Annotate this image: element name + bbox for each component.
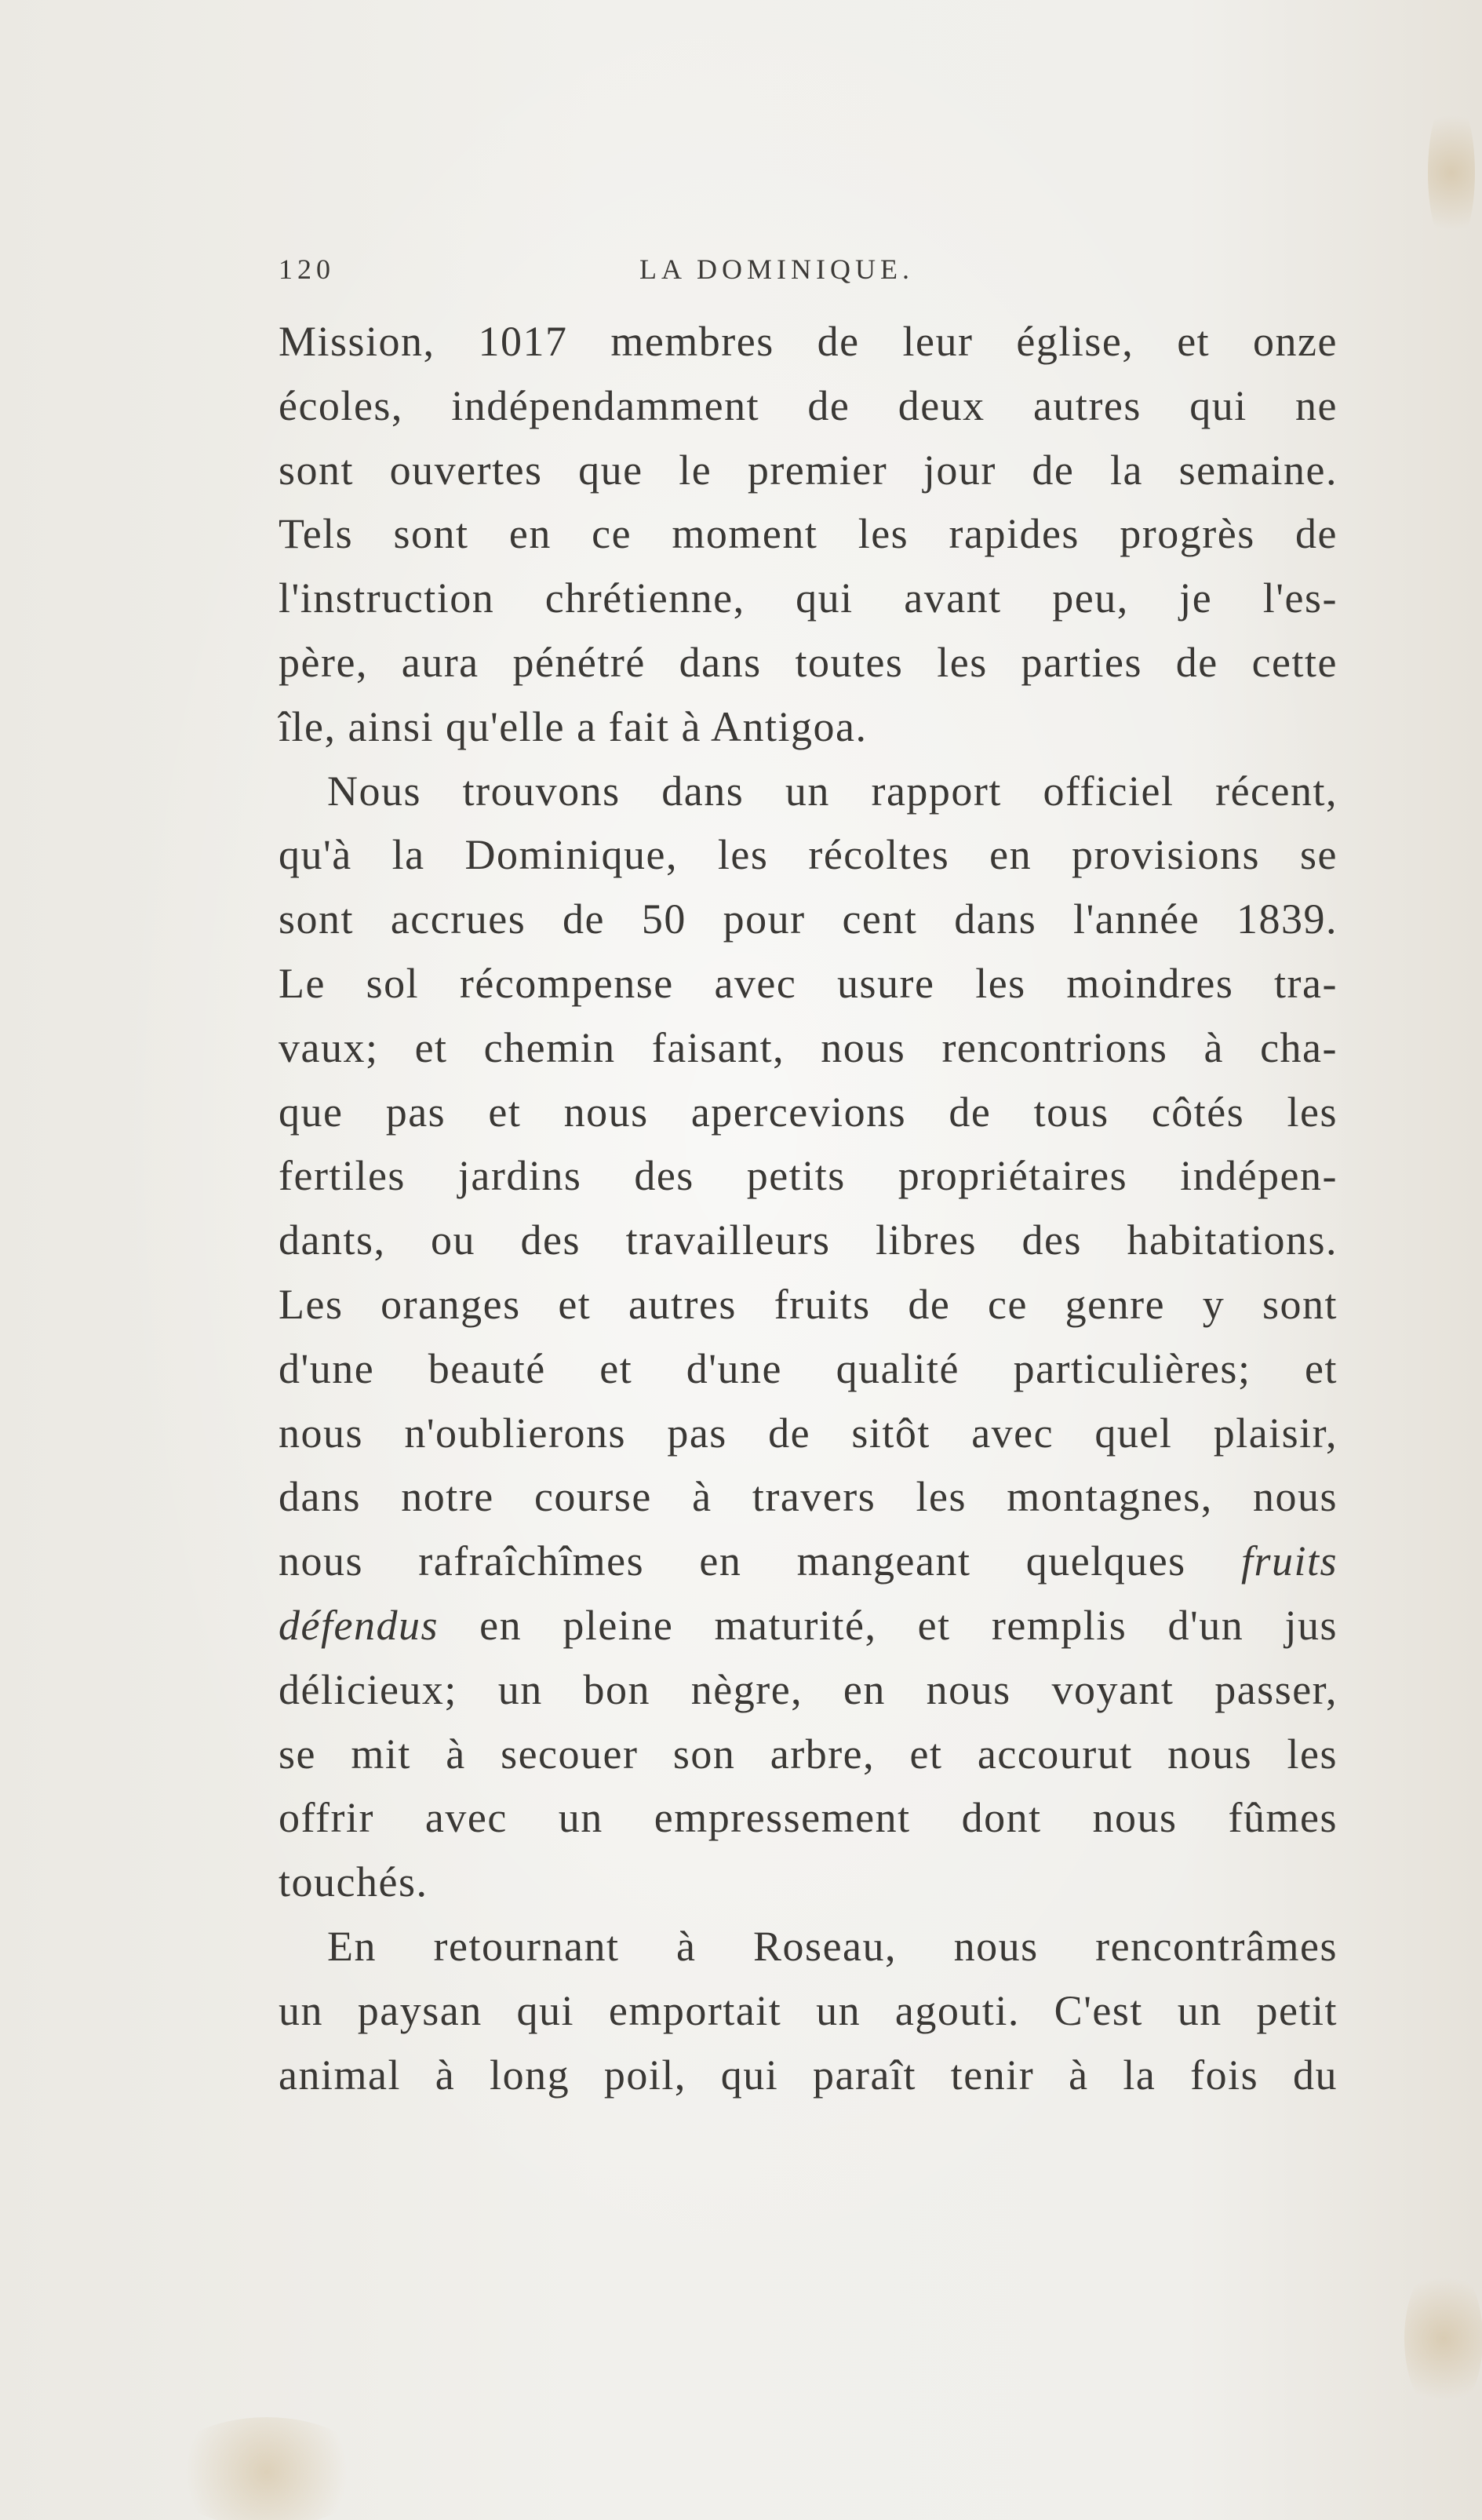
text-line: l'instruction chrétienne, qui avant peu, je l'es- — [279, 574, 1338, 622]
text-line: père, aura pénétré dans toutes les parties de cette — [279, 638, 1338, 686]
text-line: d'une beauté et d'une qualité particulières; et — [279, 1344, 1338, 1392]
text-line: vaux; et chemin faisant, nous rencontrions à cha- — [279, 1023, 1338, 1071]
running-title: LA DOMINIQUE. — [639, 253, 914, 285]
text-line: Le sol récompense avec usure les moindres tra- — [279, 959, 1338, 1007]
text-line: sont accrues de 50 pour cent dans l'année 1839. — [279, 895, 1338, 943]
text-line: offrir avec un empressement dont nous fûmes — [279, 1794, 1338, 1842]
body-text — [279, 310, 1338, 2107]
text-line — [279, 1594, 1338, 1658]
text-segment: en pleine maturité, et remplis d'un jus — [479, 1601, 1338, 1649]
foxing-stain — [1404, 2260, 1482, 2417]
text-line: nous n'oublierons pas de sitôt avec quel plaisir, — [279, 1409, 1338, 1457]
text-line: touchés. — [279, 1858, 428, 1906]
foxing-stain — [1428, 94, 1475, 251]
text-line: qu'à la Dominique, les récoltes en provisions se — [279, 831, 1338, 879]
text-line: Nous trouvons dans un rapport officiel récent, — [327, 767, 1338, 815]
text-line: délicieux; un bon nègre, en nous voyant passer, — [279, 1665, 1338, 1713]
text-line — [279, 1530, 1338, 1594]
text-line: un paysan qui emportait un agouti. C'est un petit — [279, 1986, 1338, 2034]
italic-text: fruits — [1240, 1537, 1338, 1585]
text-line: dans notre course à travers les montagnes, nous — [279, 1473, 1338, 1521]
text-line: animal à long poil, qui paraît tenir à la fois du — [279, 2051, 1338, 2099]
text-line: sont ouvertes que le premier jour de la semaine. — [279, 446, 1338, 494]
text-line: Les oranges et autres fruits de ce genre y sont — [279, 1280, 1338, 1328]
text-line: En retournant à Roseau, nous rencontrâmes — [327, 1922, 1338, 1970]
text-line: Tels sont en ce moment les rapides progrès de — [279, 510, 1338, 558]
page-header — [279, 253, 1338, 300]
text-line: dants, ou des travailleurs libres des habitations. — [279, 1216, 1338, 1264]
text-line: se mit à secouer son arbre, et accourut nous les — [279, 1730, 1338, 1778]
text-line: fertiles jardins des petits propriétaires indépen- — [279, 1152, 1338, 1200]
text-line: que pas et nous apercevions de tous côtés les — [279, 1088, 1338, 1136]
text-line: Mission, 1017 membres de leur église, et onze — [279, 318, 1338, 365]
foxing-stain — [165, 2417, 369, 2520]
italic-text: défendus — [279, 1601, 439, 1649]
page-number: 120 — [279, 253, 335, 285]
text-line: île, ainsi qu'elle a fait à Antigoa. — [279, 702, 868, 750]
text-line: écoles, indépendamment de deux autres qui ne — [279, 381, 1338, 429]
text-segment: nous rafraîchîmes en mangeant quelques — [279, 1537, 1186, 1585]
